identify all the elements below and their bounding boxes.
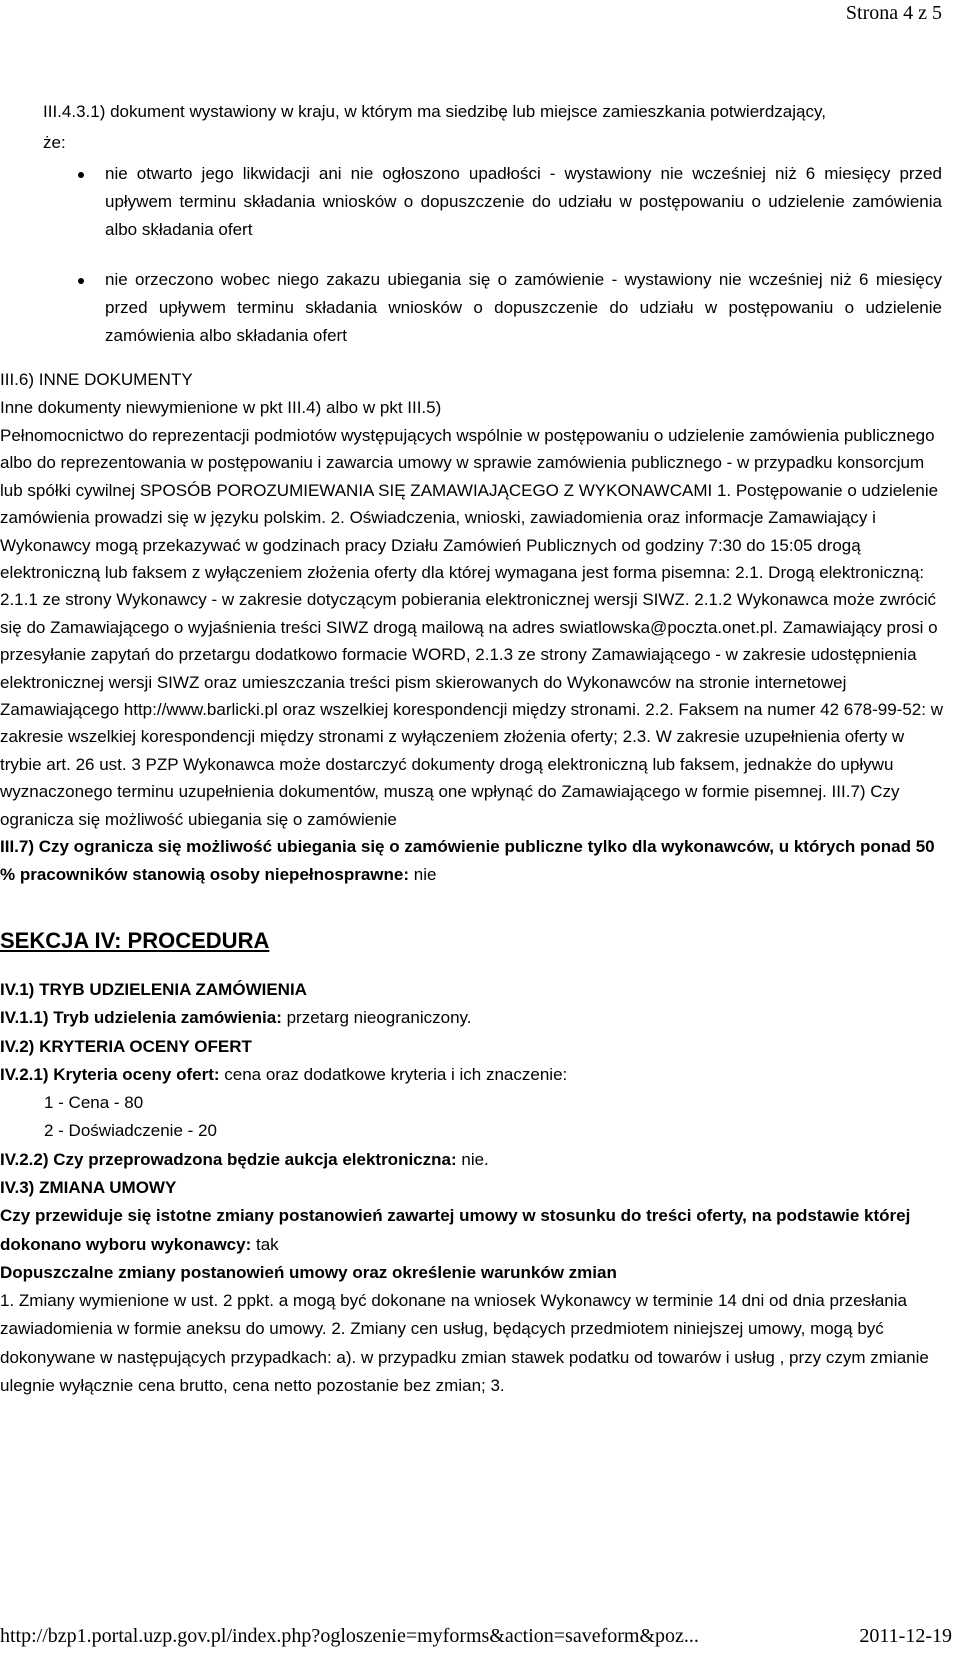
item-431-line2: że: bbox=[43, 133, 66, 152]
list-item: nie orzeczono wobec niego zakazu ubiegania się o zamówienie - wystawiony nie wcześniej niż 6 miesięcy przed upływem terminu składania wniosków o dopuszczenie do udziału w postępowaniu o udzielenie zamówienia albo składania ofert bbox=[0, 266, 950, 350]
document-body bbox=[0, 96, 950, 1400]
procedure-section bbox=[0, 976, 950, 1400]
auction-value: nie. bbox=[456, 1149, 489, 1169]
change-heading: IV.3) ZMIANA UMOWY bbox=[0, 1177, 177, 1197]
mode-heading: IV.1) TRYB UDZIELENIA ZAMÓWIENIA bbox=[0, 979, 307, 999]
page-footer bbox=[0, 1625, 952, 1648]
other-documents bbox=[0, 366, 950, 422]
section-title: SEKCJA IV: PROCEDURA bbox=[0, 927, 270, 953]
allowed-changes-text: 1. Zmiany wymienione w ust. 2 ppkt. a mogą być dokonane na wniosek Wykonawcy w terminie 14 dni od dnia przesłania zawiadomienia w formie aneksu do umowy. 2. Zmiany cen usług, będących przedmiotem niniejszej umowy, mogą być dokonywane w następujących przypadkach: a). w przypadku zmian stawek podatku od towarów i usług , przy czym zmianie ulegnie wyłącznie cena brutto, cena netto pozostanie bez zmian; 3. bbox=[0, 1291, 929, 1396]
footer-url: http://bzp1.portal.uzp.gov.pl/index.php?ogloszenie=myforms&action=saveform&poz... bbox=[0, 1625, 699, 1647]
other-docs-text: Pełnomocnictwo do reprezentacji podmiotów występujących wspólnie w postępowaniu o udzielenie zamówienia publicznego albo do reprezentowania w postępowaniu i zawarcia umowy w sprawie zamówienia publicznego - w przypadku konsorcjum lub spółki cywilnej SPOSÓB POROZUMIEWANIA SIĘ ZAMAWIAJĄCEGO Z WYKONAWCAMI 1. Postępowanie o udzielenie zamówienia prowadzi się w języku polskim. 2. Oświadczenia, wnioski, zawiadomienia oraz informacje Zamawiający i Wykonawcy mogą przekazywać w godzinach pracy Działu Zamówień Publicznych od godziny 7:30 do 15:05 drogą elektroniczną lub faksem z wyłączeniem złożenia oferty dla której wymagana jest forma pisemna: 2.1. Drogą elektroniczną: 2.1.1 ze strony Wykonawcy - w zakresie dotyczącym pobierania elektronicznej wersji SIWZ. 2.1.2 Wykonawca może zwrócić się do Zamawiającego o wyjaśnienia treści SIWZ drogą mailową na adres swiatlowska@poczta.onet.pl. Zamawiający prosi o przesyłanie zapytań do przetargu dodatkowo formacie WORD, 2.1.3 ze strony Zamawiającego - w zakresie udostępnienia elektronicznej wersji SIWZ oraz umieszczania treści pism skierowanych do Wykonawców na stronie internetowej Zamawiającego http://www.barlicki.pl oraz wszelkiej korespondencji między stronami. 2.2. Faksem na numer 42 678-99-52: w zakresie wszelkiej korespondencji między stronami z wyłączeniem złożenia oferty; 2.3. W zakresie uzupełnienia oferty w trybie art. 26 ust. 3 PZP Wykonawca może dostarczyć dokumenty drogą elektroniczną lub faksem, jednakże do upływu wyznaczonego terminu uzupełnienia dokumentów, muszą one wpłynąć do Zamawiającego w formie pisemnej. III.7) Czy ogranicza się możliwość ubiegania się o zamówienie bbox=[0, 426, 943, 829]
mode-label: IV.1.1) Tryb udzielenia zamówienia: bbox=[0, 1008, 282, 1028]
limit-answer: nie bbox=[409, 864, 437, 884]
other-docs-heading: III.6) INNE DOKUMENTY bbox=[0, 370, 193, 389]
criteria-heading: IV.2) KRYTERIA OCENY OFERT bbox=[0, 1036, 252, 1056]
document-item-431 bbox=[0, 96, 950, 158]
criterion-item: 2 - Doświadczenie - 20 bbox=[44, 1121, 217, 1141]
mode-value: przetarg nieograniczony. bbox=[281, 1008, 472, 1028]
limit-question-paragraph bbox=[0, 833, 950, 888]
limit-question: III.7) Czy ogranicza się możliwość ubiegania się o zamówienie publiczne tylko dla wykonawców, u których ponad 50 % pracowników stanowią osoby niepełnosprawne: bbox=[0, 837, 935, 884]
criterion-item: 1 - Cena - 80 bbox=[44, 1093, 144, 1113]
criteria-value: cena oraz dodatkowe kryteria i ich znaczenie: bbox=[219, 1064, 568, 1084]
list-item: nie otwarto jego likwidacji ani nie ogłoszono upadłości - wystawiony nie wcześniej niż 6 miesięcy przed upływem terminu składania wniosków o dopuszczenie do udziału w postępowaniu o udzielenie zamówienia albo składania ofert bbox=[0, 160, 950, 244]
allowed-changes-heading: Dopuszczalne zmiany postanowień umowy oraz określenie warunków zmian bbox=[0, 1262, 617, 1282]
criteria-label: IV.2.1) Kryteria oceny ofert: bbox=[0, 1064, 220, 1084]
footer-date: 2011-12-19 bbox=[859, 1625, 952, 1647]
item-431-line1: III.4.3.1) dokument wystawiony w kraju, w którym ma siedzibę lub miejsce zamieszkania potwierdzający, bbox=[43, 102, 826, 121]
requirements-list bbox=[0, 160, 950, 350]
change-question: Czy przewiduje się istotne zmiany postanowień zawartej umowy w stosunku do treści oferty, na podstawie której dokonano wyboru wykonawcy: bbox=[0, 1206, 911, 1254]
page-number: Strona 4 z 5 bbox=[845, 2, 942, 24]
auction-label: IV.2.2) Czy przeprowadzona będzie aukcja elektroniczna: bbox=[0, 1149, 457, 1169]
other-docs-sub: Inne dokumenty niewymienione w pkt III.4) albo w pkt III.5) bbox=[0, 398, 442, 417]
change-answer: tak bbox=[251, 1234, 279, 1254]
